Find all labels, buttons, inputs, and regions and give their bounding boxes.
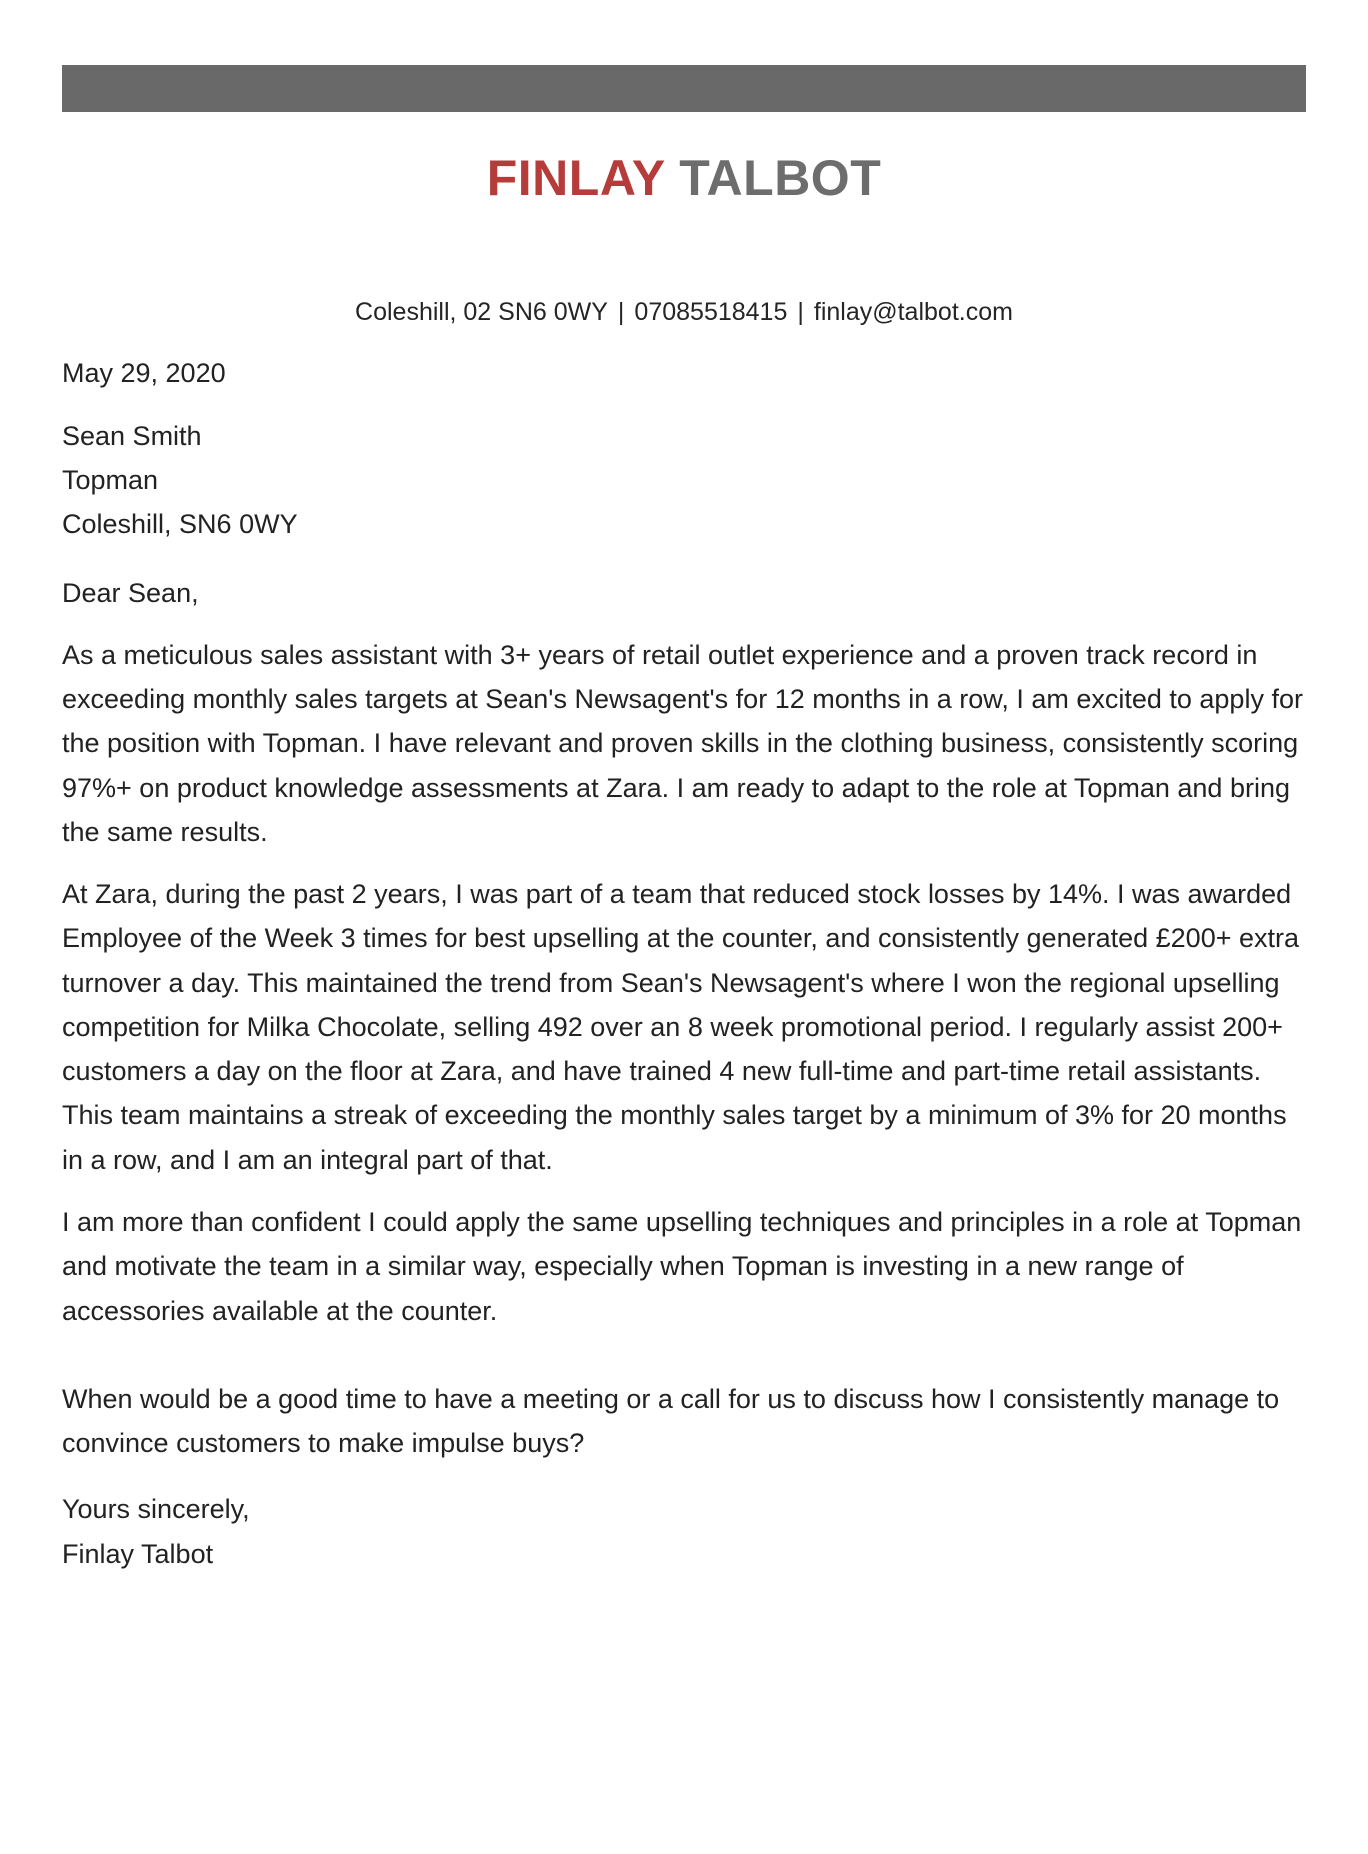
applicant-last-name: TALBOT <box>679 150 882 206</box>
recipient-name: Sean Smith <box>62 420 202 451</box>
applicant-first-name: FINLAY <box>486 150 665 206</box>
recipient-company: Topman <box>62 465 159 496</box>
salutation: Dear Sean, <box>62 577 199 608</box>
applicant-name <box>62 148 1306 208</box>
closing-valediction: Yours sincerely, <box>62 1494 250 1525</box>
contact-address: Coleshill, 02 SN6 0WY <box>355 298 608 326</box>
letter-body <box>62 351 1306 1576</box>
letter-date: May 29, 2020 <box>62 357 226 388</box>
contact-line <box>62 296 1306 329</box>
recipient-block <box>62 414 1306 547</box>
header-bar <box>62 65 1306 112</box>
contact-separator: | <box>797 298 804 326</box>
contact-phone: 07085518415 <box>634 298 788 326</box>
recipient-address: Coleshill, SN6 0WY <box>62 509 298 540</box>
contact-email: finlay@talbot.com <box>813 298 1013 326</box>
body-paragraph-1: As a meticulous sales assistant with 3+ years of retail outlet experience and a proven track record in exceeding monthly sales targets at Sean's Newsagent's for 12 months in a row, I am excited to apply for the position with Topman. I have relevant and proven skills in the clothing business, consistently scoring 97%+ on product knowledge assessments at Zara. I am ready to adapt to the role at Topman and bring the same results. <box>62 639 1303 847</box>
closing-block <box>62 1487 1306 1576</box>
signature-name: Finlay Talbot <box>62 1538 214 1569</box>
body-paragraph-2: At Zara, during the past 2 years, I was part of a team that reduced stock losses by 14%. I was awarded Employee of the Week 3 times for best upselling at the counter, and consistently generated £200+ extra turnover a day. This maintained the trend from Sean's Newsagent's where I won the regional upselling competition for Milka Chocolate, selling 492 over an 8 week promotional period. I regularly assist 200+ customers a day on the floor at Zara, and have trained 4 new full-time and part-time retail assistants. This team maintains a streak of exceeding the monthly sales target by a minimum of 3% for 20 months in a row, and I am an integral part of that. <box>62 879 1300 1175</box>
contact-separator: | <box>617 298 625 326</box>
body-paragraph-3: I am more than confident I could apply the same upselling techniques and principles in a role at Topman and motivate the team in a similar way, especially when Topman is investing in a new range of accessories available at the counter. <box>62 1207 1302 1326</box>
body-paragraph-4: When would be a good time to have a meeting or a call for us to discuss how I consistently manage to convince customers to make impulse buys? <box>62 1383 1280 1459</box>
